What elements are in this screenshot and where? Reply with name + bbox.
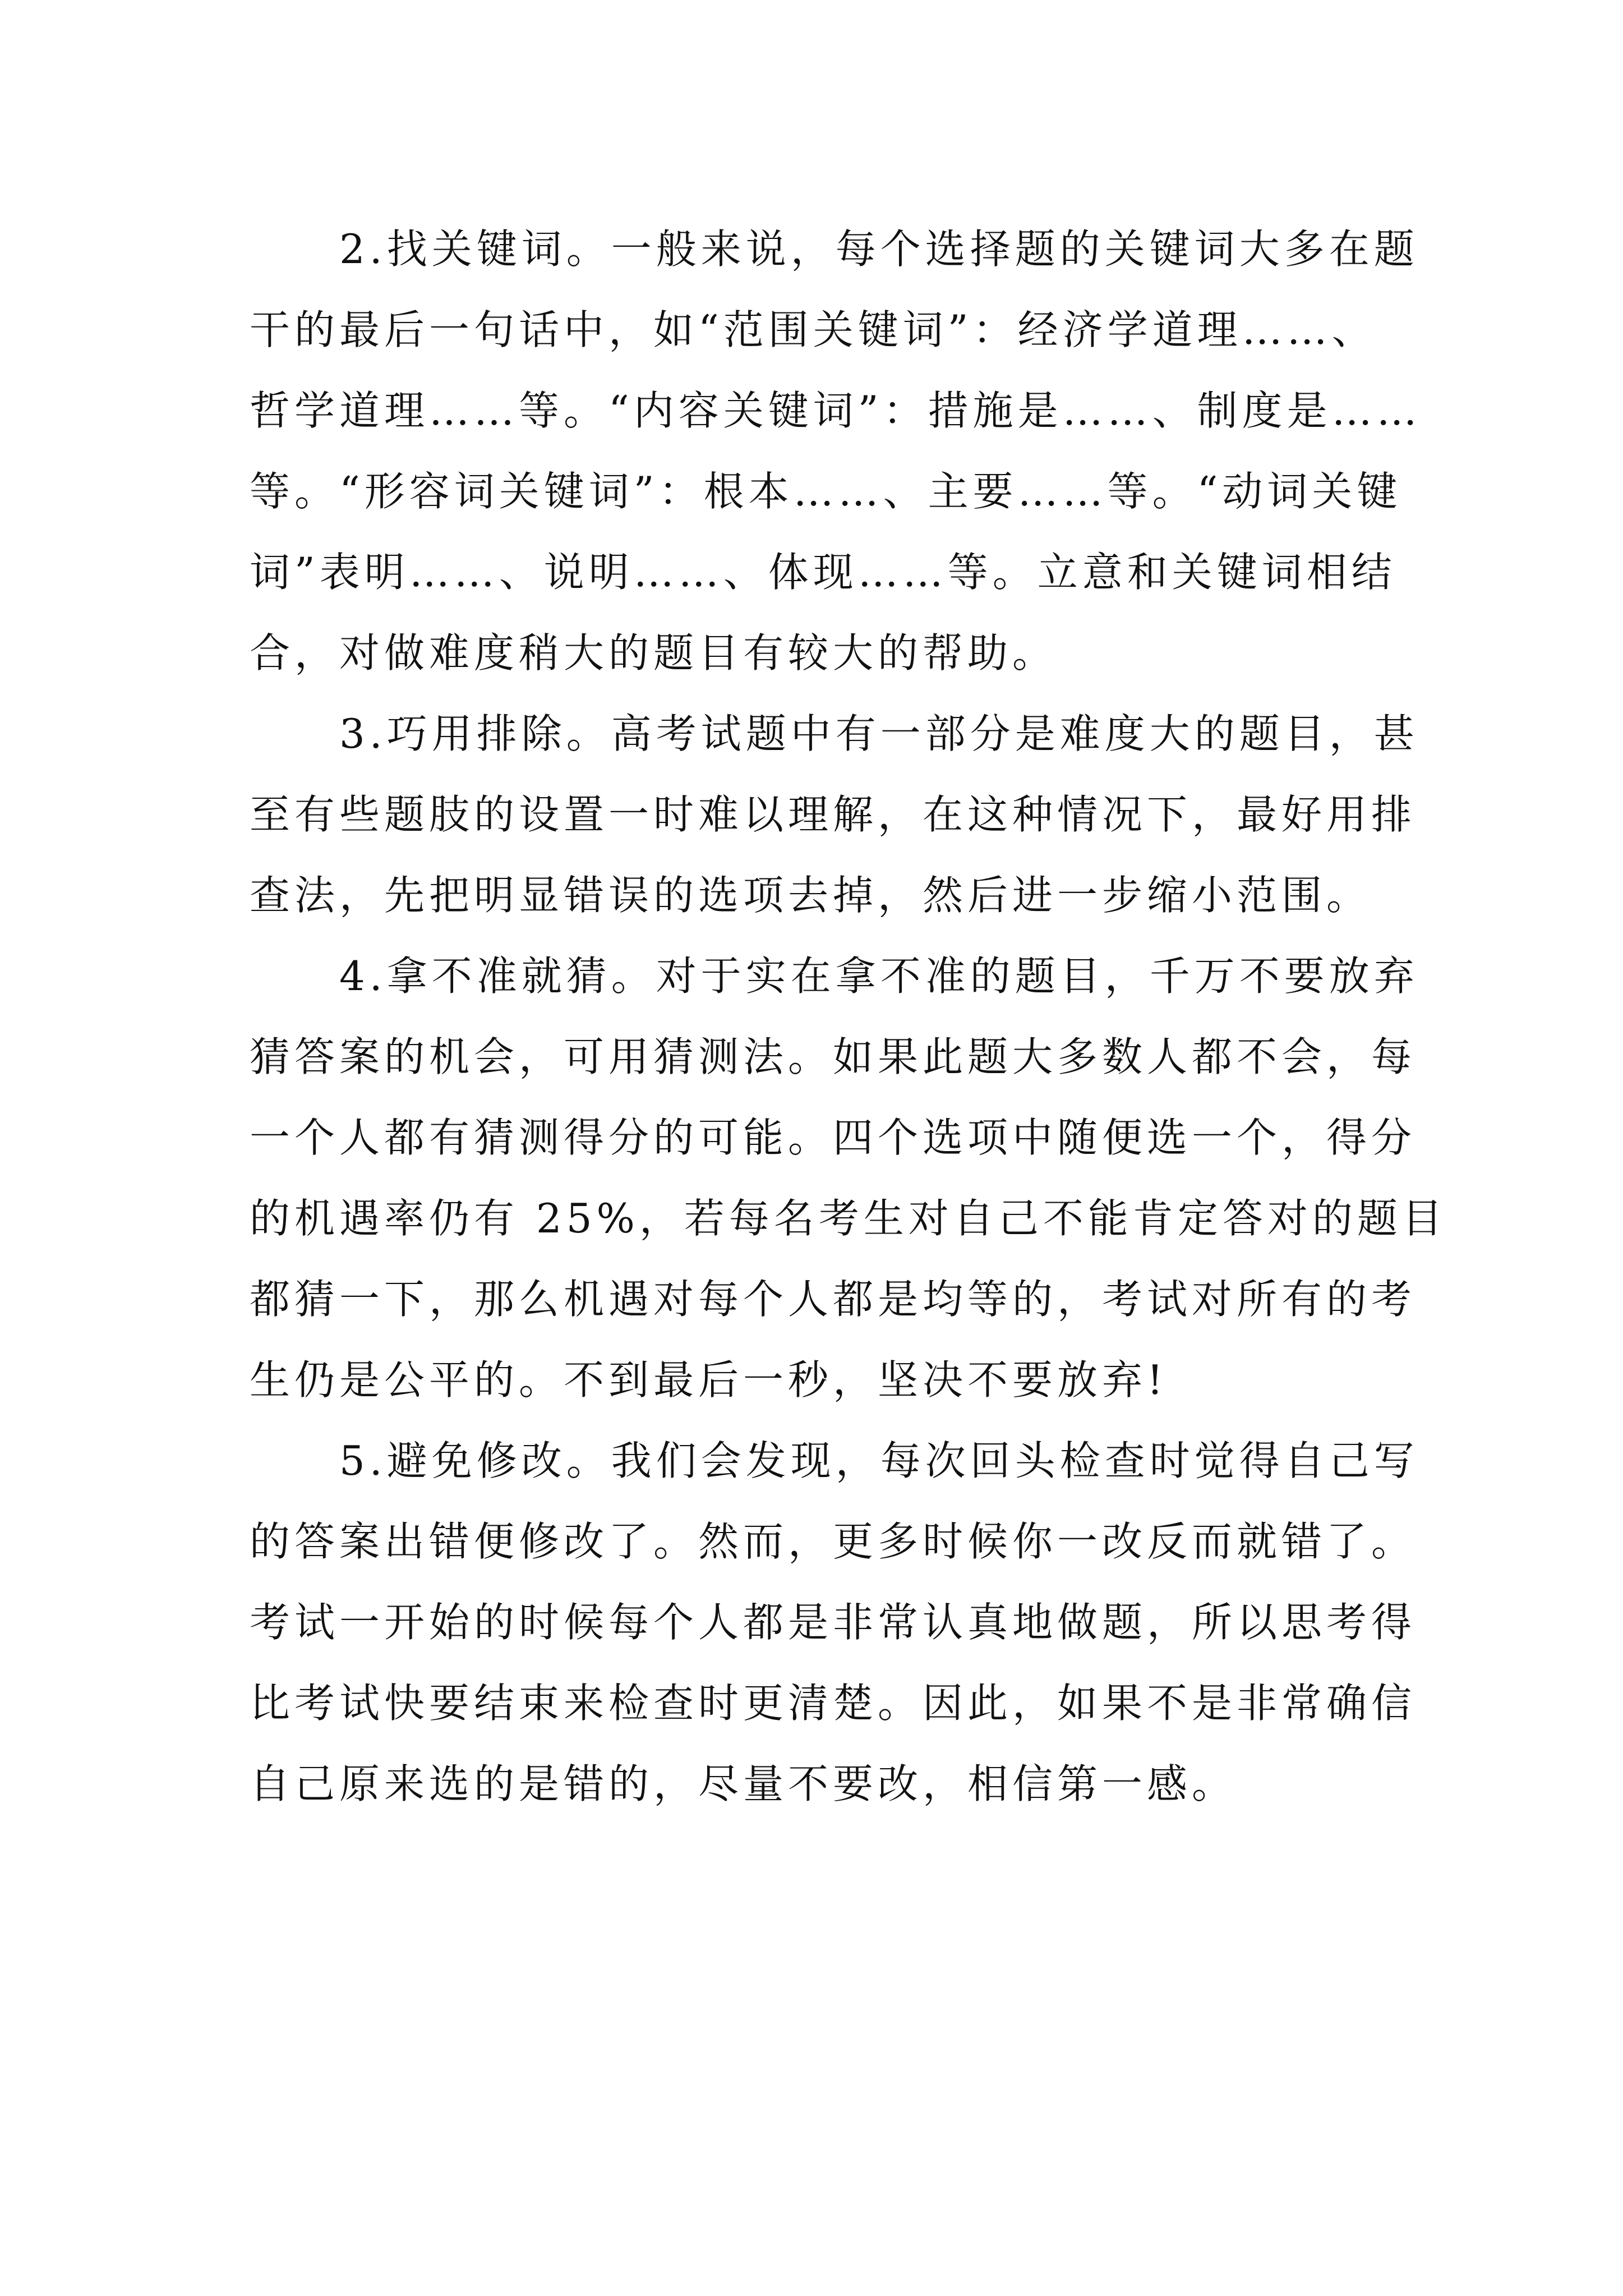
text-line: 合，对做难度稍大的题目有较大的帮助。	[250, 629, 1058, 677]
text-line: 的答案出错便修改了。然而，更多时候你一改反而就错了。	[250, 1518, 1417, 1565]
text-line: 5.避免修改。我们会发现，每次回头检查时觉得自己写	[339, 1437, 1419, 1484]
text-line: 猜答案的机会，可用猜测法。如果此题大多数人都不会，每	[250, 1033, 1417, 1080]
text-line: 等。“形容词关键词”：根本……、主要……等。“动词关键	[250, 468, 1402, 515]
text-line: 考试一开始的时候每个人都是非常认真地做题，所以思考得	[250, 1599, 1417, 1646]
text-line: 3.巧用排除。高考试题中有一部分是难度大的题目，甚	[339, 710, 1419, 757]
document-body	[250, 209, 1447, 1824]
text-line: 比考试快要结束来检查时更清楚。因此，如果不是非常确信	[250, 1680, 1417, 1727]
text-line: 自己原来选的是错的，尽量不要改，相信第一感。	[250, 1760, 1237, 1807]
text-line: 的机遇率仍有 25%，若每名考生对自己不能肯定答对的题目	[250, 1195, 1447, 1242]
paragraph-find-keywords	[250, 209, 1422, 693]
text-line: 干的最后一句话中，如“范围关键词”：经济学道理……、	[250, 306, 1377, 353]
paragraph-avoid-changes	[250, 1420, 1419, 1824]
text-line: 生仍是公平的。不到最后一秒，坚决不要放弃!	[250, 1356, 1168, 1404]
text-line: 4.拿不准就猜。对于实在拿不准的题目，千万不要放弃	[339, 953, 1419, 1000]
text-line: 都猜一下，那么机遇对每个人都是均等的，考试对所有的考	[250, 1276, 1417, 1323]
text-line: 哲学道理……等。“内容关键词”：措施是……、制度是……	[250, 387, 1422, 434]
text-line: 查法，先把明显错误的选项去掉，然后进一步缩小范围。	[250, 872, 1372, 919]
paragraph-use-elimination	[250, 693, 1419, 936]
text-line: 2.找关键词。一般来说，每个选择题的关键词大多在题	[339, 226, 1419, 273]
text-line: 一个人都有猜测得分的可能。四个选项中随便选一个，得分	[250, 1114, 1417, 1161]
text-line: 词”表明……、说明……、体现……等。立意和关键词相结	[250, 549, 1396, 596]
paragraph-guess-when-unsure	[250, 936, 1447, 1420]
text-line: 至有些题肢的设置一时难以理解，在这种情况下，最好用排	[250, 791, 1417, 838]
